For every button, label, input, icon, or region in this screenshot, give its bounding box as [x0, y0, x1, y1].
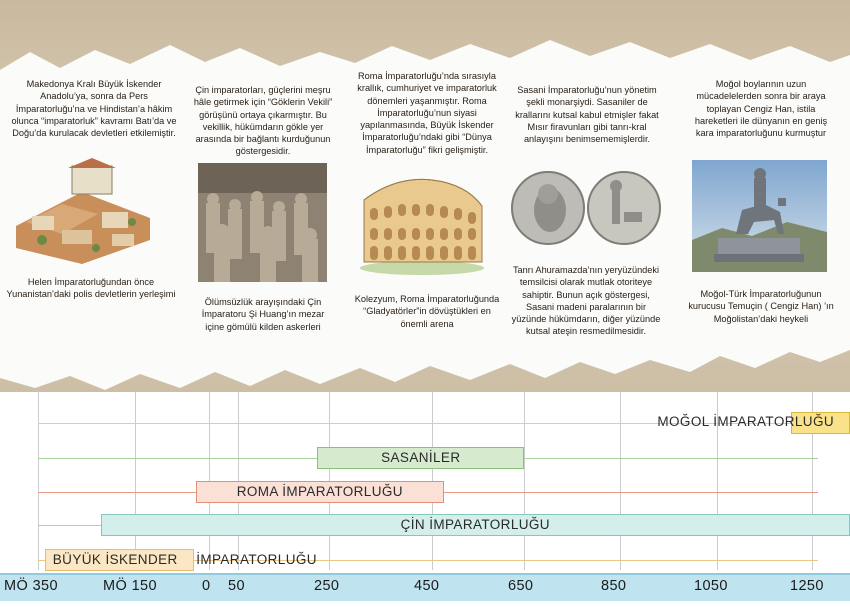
card-mongols: [688, 78, 834, 139]
card-rome: [352, 70, 502, 156]
card-china-text: Çin imparatorları, güçlerini meşru hâle getirmek için “Göklerin Vekili” görüşünü ortaya çıkarmıştır. Bu vekillik, hükümdarın gökle yer arasında bir bağlantı kurduğunun göstergesidir.: [193, 85, 333, 157]
axis-tick-label: 50: [228, 578, 245, 594]
gridline-7: [620, 392, 621, 570]
axis-tick-label: MÖ 150: [103, 578, 157, 594]
card-alexander-caption: [6, 276, 176, 301]
terracotta-army-image: [198, 163, 327, 282]
card-china-caption: [193, 296, 333, 333]
sasanian-coins-image: [510, 168, 666, 248]
genghis-statue-image: [692, 160, 827, 272]
card-sasanians-caption-text: Tanrı Ahuramazda’nın yeryüzündeki temsilcisi olarak mutlak otoriteye sahiptir. Bunun açık göstergesi, Sasani madeni paralarının bir yüzünde hükümdarın, diğer yüzünde kutsal ateşin resmedilmesidir.: [511, 265, 661, 337]
axis-tick-label: 250: [314, 578, 340, 594]
empire-label-2: ROMA İMPARATORLUĞU: [236, 484, 403, 499]
axis-tick-label: 650: [508, 578, 534, 594]
axis-tick-label: 850: [601, 578, 627, 594]
gridline-6: [524, 392, 525, 570]
gridline-0: [38, 392, 39, 570]
card-mongols-caption-text: Moğol-Türk İmparatorluğunun kurucusu Temuçin ( Cengiz Han) ’ın Moğolistan’daki heykeli: [688, 289, 834, 324]
card-sasanians: [512, 84, 662, 145]
card-alexander: [6, 78, 182, 139]
axis-tick-label: 0: [202, 578, 211, 594]
card-alexander-caption-text: Helen İmparatorluğundan önce Yunanistan’daki polis devletlerin yerleşimi: [6, 277, 176, 300]
card-alexander-text: Makedonya Kralı Büyük İskender Anadolu’ya, sonra da Pers İmparatorluğu’na ve Hindistan’a hâkim olunca “imparatorluk” kavramı Batı’da ve Doğu’da kurulacak devletleri etkilemiştir.: [11, 79, 177, 139]
empires-timeline: [0, 392, 850, 607]
empire-label-0: MOĞOL İMPARATORLUĞU: [657, 414, 834, 429]
card-sasanians-text: Sasani İmparatorluğu’nun yönetim şekli monarşiydi. Sasaniler de krallarını kutsal kabul etmişler fakat Mısır firavunları gibi tanrı-kral anlayışını benimsememişlerdir.: [515, 85, 659, 145]
empire-label-4: BÜYÜK İSKENDER: [52, 552, 178, 567]
card-sasanians-caption: [510, 264, 662, 338]
card-mongols-caption: [688, 288, 834, 325]
card-mongols-text: Moğol boylarının uzun mücadelelerden sonra bir araya toplayan Cengiz Han, istila hareketleri ile dünyanın en geniş kara imparatorluğunu kurmuştur: [694, 79, 828, 139]
card-china: [193, 84, 333, 158]
card-rome-text: Roma İmparatorluğu’nda sırasıyla krallık, cumhuriyet ve imparatorluk dönemleri yaşanmıştır. Roma İmparatorluğu’nun siyasi yapılanmasında, Büyük İskender İmparatorluğu’ndaki gibi “Dünya İmparatorluğu” fikri gelişmiştir.: [357, 71, 497, 155]
greek-polis-settlement-image: [12, 156, 154, 266]
axis-tick-label: MÖ 350: [4, 578, 58, 594]
empire-label-3: ÇİN İMPARATORLUĞU: [400, 517, 550, 532]
axis-tick-label: 450: [414, 578, 440, 594]
empire-label-1: SASANİLER: [381, 450, 461, 465]
card-china-caption-text: Ölümsüzlük arayışındaki Çin İmparatoru Şi Huang’ın mezar içine gömülü kilden askerleri: [201, 297, 325, 332]
colosseum-image: [356, 170, 488, 276]
axis-tick-label: 1250: [790, 578, 824, 594]
timeline-axis: [0, 573, 850, 601]
gridline-1: [135, 392, 136, 570]
card-rome-caption: [352, 293, 502, 330]
card-rome-caption-text: Kolezyum, Roma İmparatorluğunda “Gladyatörler”in dövüştükleri en önemli arena: [354, 294, 500, 329]
axis-tick-label: 1050: [694, 578, 728, 594]
empire-label-4-rest: İMPARATORLUĞU: [196, 552, 317, 567]
